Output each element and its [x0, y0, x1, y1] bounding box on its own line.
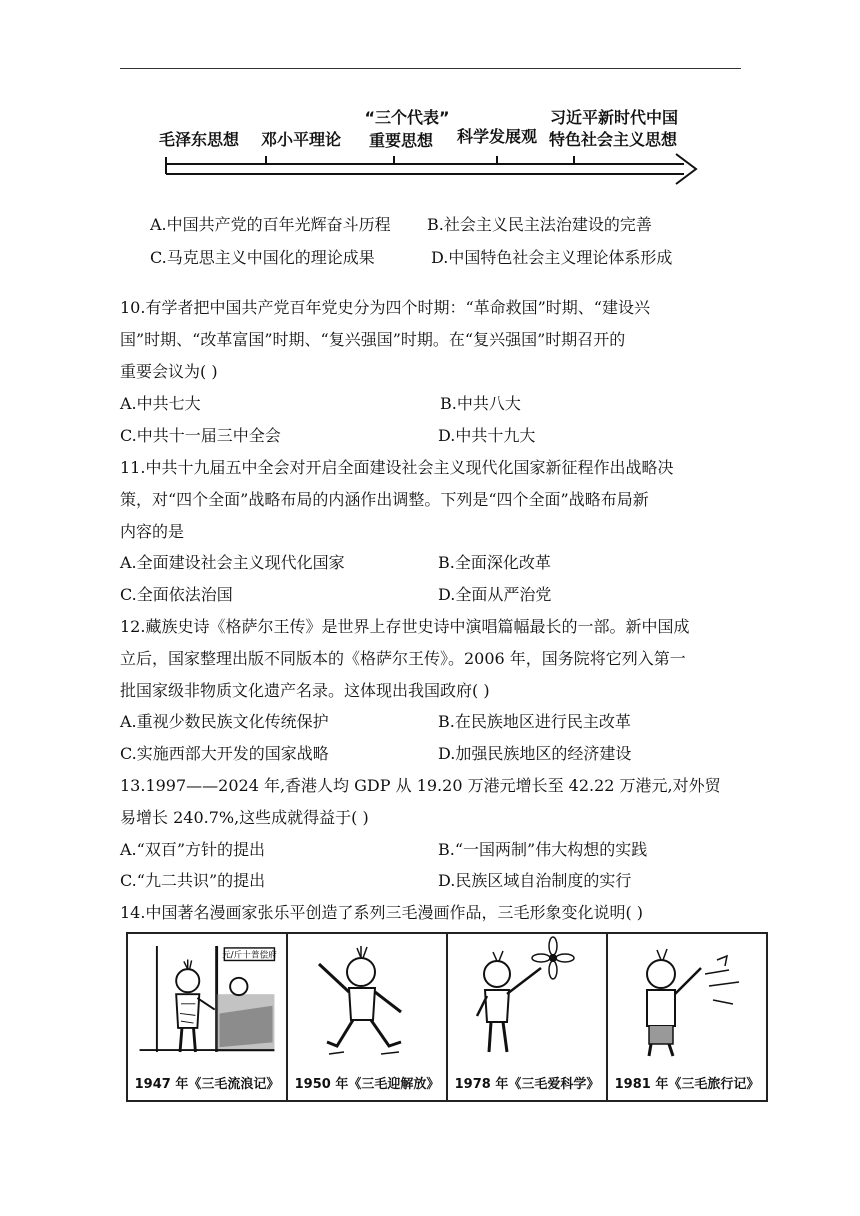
sanmao-welcoming-liberation-illustration	[288, 934, 446, 1064]
q13-option-a: A.“双百”方针的提出	[120, 840, 266, 859]
q9-option-c: C.马克思主义中国化的理论成果	[150, 248, 375, 267]
comic-sign-text: 元/斤十普偿府	[221, 950, 277, 961]
timeline-arrow	[164, 152, 704, 192]
timeline-label-xi-1: 习近平新时代中国	[550, 108, 679, 127]
sanmao-comic-strip	[126, 932, 768, 1102]
q9-option-b: B.社会主义民主法治建设的完善	[427, 215, 652, 234]
q14-stem-line: 14.中国著名漫画家张乐平创造了系列三毛漫画作品，三毛形象变化说明( )	[120, 903, 644, 922]
q11-option-c: C.全面依法治国	[120, 585, 233, 604]
q11-stem-line-1: 11.中共十九届五中全会对开启全面建设社会主义现代化国家新征程作出战略决	[120, 458, 674, 477]
q11-option-d: D.全面从严治党	[438, 585, 552, 604]
timeline-label-mao: 毛泽东思想	[159, 130, 240, 149]
q13-stem-line-2: 易增长 240.7%,这些成就得益于( )	[120, 808, 369, 827]
q10-option-a: A.中共七大	[120, 394, 201, 413]
q12-stem-line-2: 立后，国家整理出版不同版本的《格萨尔王传》。2006 年，国务院将它列入第一	[120, 649, 686, 668]
timeline-label-deng: 邓小平理论	[261, 130, 342, 149]
q10-option-b: B.中共八大	[440, 394, 521, 413]
comic-panel-1981	[608, 934, 766, 1100]
q12-option-a: A.重视少数民族文化传统保护	[120, 712, 329, 731]
timeline-label-three-represents-1: “三个代表”	[364, 108, 450, 127]
q13-option-c: C.“九二共识”的提出	[120, 871, 266, 890]
comic-caption-1978: 1978 年《三毛爱科学》	[454, 1077, 600, 1092]
sanmao-wandering-illustration	[128, 934, 286, 1064]
q10-stem-line-3: 重要会议为( )	[120, 362, 218, 381]
q11-option-a: A.全面建设社会主义现代化国家	[120, 553, 345, 572]
q10-option-d: D.中共十九大	[438, 426, 536, 445]
comic-caption-1947: 1947 年《三毛流浪记》	[134, 1077, 280, 1092]
q12-option-d: D.加强民族地区的经济建设	[438, 744, 632, 763]
q13-stem-line-1: 13.1997——2024 年,香港人均 GDP 从 19.20 万港元增长至 42.22 万港元,对外贸	[120, 776, 721, 795]
q10-stem-line-2: 国”时期、“改革富国”时期、“复兴强国”时期。在“复兴强国”时期召开的	[120, 330, 626, 349]
q13-option-b: B.“一国两制”伟大构想的实践	[438, 840, 648, 859]
comic-caption-1981: 1981 年《三毛旅行记》	[614, 1077, 760, 1092]
comic-panel-1950	[288, 934, 448, 1100]
q12-stem-line-3: 批国家级非物质文化遗产名录。这体现出我国政府( )	[120, 681, 490, 700]
comic-caption-1950: 1950 年《三毛迎解放》	[294, 1077, 440, 1092]
q12-option-c: C.实施西部大开发的国家战略	[120, 744, 329, 763]
q13-option-d: D.民族区域自治制度的实行	[438, 871, 632, 890]
header-rule	[120, 68, 741, 69]
comic-panel-1978	[448, 934, 608, 1100]
q12-option-b: B.在民族地区进行民主改革	[438, 712, 631, 731]
q11-stem-line-2: 策，对“四个全面”战略布局的内涵作出调整。下列是“四个全面”战略布局新	[120, 490, 649, 509]
q11-stem-line-3: 内容的是	[120, 522, 185, 541]
q11-option-b: B.全面深化改革	[438, 553, 551, 572]
q12-stem-line-1: 12.藏族史诗《格萨尔王传》是世界上存世史诗中演唱篇幅最长的一部。新中国成	[120, 617, 690, 636]
timeline-label-xi-2: 特色社会主义思想	[549, 130, 678, 149]
q10-option-c: C.中共十一届三中全会	[120, 426, 281, 445]
timeline-label-scientific: 科学发展观	[457, 127, 538, 146]
comic-panel-1947	[128, 934, 288, 1100]
timeline-label-three-represents-2: 重要思想	[369, 131, 434, 150]
sanmao-loves-science-illustration	[448, 934, 606, 1064]
q10-stem-line-1: 10.有学者把中国共产党百年党史分为四个时期：“革命救国”时期、“建设兴	[120, 298, 650, 317]
q9-option-d: D.中国特色社会主义理论体系形成	[431, 248, 673, 267]
pinwheel-flower-icon	[532, 937, 574, 979]
q9-option-a: A.中国共产党的百年光辉奋斗历程	[150, 215, 391, 234]
sanmao-travel-illustration	[608, 934, 766, 1064]
